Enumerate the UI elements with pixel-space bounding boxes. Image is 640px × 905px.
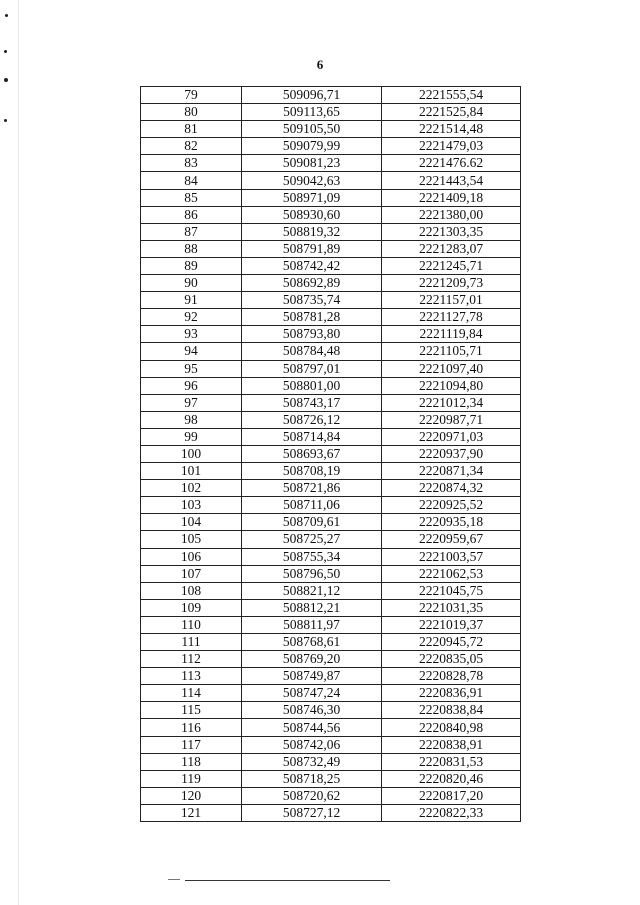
table-row	[141, 275, 521, 292]
point-number-cell: 108	[141, 582, 242, 599]
table-row	[141, 480, 521, 497]
x-coordinate-cell: 508749,87	[242, 668, 382, 685]
table-row	[141, 428, 521, 445]
table-row	[141, 138, 521, 155]
point-number-cell: 116	[141, 719, 242, 736]
point-number-cell: 86	[141, 206, 242, 223]
point-number-cell: 114	[141, 685, 242, 702]
point-number-cell: 94	[141, 343, 242, 360]
point-number-cell: 109	[141, 599, 242, 616]
y-coordinate-cell: 2221380,00	[382, 206, 521, 223]
table-row	[141, 565, 521, 582]
table-row	[141, 548, 521, 565]
point-number-cell: 87	[141, 223, 242, 240]
point-number-cell: 82	[141, 138, 242, 155]
point-number-cell: 97	[141, 394, 242, 411]
point-number-cell: 96	[141, 377, 242, 394]
y-coordinate-cell: 2221012,34	[382, 394, 521, 411]
point-number-cell: 91	[141, 292, 242, 309]
table-row	[141, 343, 521, 360]
footer-dash	[168, 879, 180, 880]
table-row	[141, 787, 521, 804]
table-row	[141, 668, 521, 685]
x-coordinate-cell: 508821,12	[242, 582, 382, 599]
y-coordinate-cell: 2220840,98	[382, 719, 521, 736]
point-number-cell: 119	[141, 770, 242, 787]
point-number-cell: 111	[141, 634, 242, 651]
y-coordinate-cell: 2221525,84	[382, 104, 521, 121]
x-coordinate-cell: 508768,61	[242, 634, 382, 651]
x-coordinate-cell: 508747,24	[242, 685, 382, 702]
table-row	[141, 104, 521, 121]
table-row	[141, 206, 521, 223]
point-number-cell: 112	[141, 651, 242, 668]
coordinates-table-body	[141, 87, 521, 822]
table-row	[141, 514, 521, 531]
x-coordinate-cell: 508801,00	[242, 377, 382, 394]
point-number-cell: 85	[141, 189, 242, 206]
table-row	[141, 582, 521, 599]
x-coordinate-cell: 508718,25	[242, 770, 382, 787]
point-number-cell: 102	[141, 480, 242, 497]
table-row	[141, 257, 521, 274]
point-number-cell: 106	[141, 548, 242, 565]
table-row	[141, 292, 521, 309]
y-coordinate-cell: 2221476.62	[382, 155, 521, 172]
x-coordinate-cell: 508742,06	[242, 736, 382, 753]
y-coordinate-cell: 2221019,37	[382, 616, 521, 633]
table-row	[141, 702, 521, 719]
y-coordinate-cell: 2220935,18	[382, 514, 521, 531]
page-number: 6	[316, 57, 324, 72]
scan-mark	[4, 78, 8, 82]
scan-mark	[4, 119, 7, 122]
table-row	[141, 463, 521, 480]
y-coordinate-cell: 2221245,71	[382, 257, 521, 274]
point-number-cell: 89	[141, 257, 242, 274]
table-row	[141, 651, 521, 668]
point-number-cell: 115	[141, 702, 242, 719]
table-row	[141, 736, 521, 753]
y-coordinate-cell: 2221283,07	[382, 240, 521, 257]
x-coordinate-cell: 508727,12	[242, 804, 382, 821]
table-row	[141, 223, 521, 240]
y-coordinate-cell: 2221443,54	[382, 172, 521, 189]
x-coordinate-cell: 508743,17	[242, 394, 382, 411]
x-coordinate-cell: 508735,74	[242, 292, 382, 309]
y-coordinate-cell: 2221127,78	[382, 309, 521, 326]
table-row	[141, 753, 521, 770]
table-row	[141, 121, 521, 138]
y-coordinate-cell: 2221062,53	[382, 565, 521, 582]
y-coordinate-cell: 2220836,91	[382, 685, 521, 702]
x-coordinate-cell: 509105,50	[242, 121, 382, 138]
table-row	[141, 189, 521, 206]
y-coordinate-cell: 2220838,84	[382, 702, 521, 719]
point-number-cell: 118	[141, 753, 242, 770]
x-coordinate-cell: 508784,48	[242, 343, 382, 360]
point-number-cell: 100	[141, 445, 242, 462]
y-coordinate-cell: 2221097,40	[382, 360, 521, 377]
x-coordinate-cell: 508811,97	[242, 616, 382, 633]
x-coordinate-cell: 508721,86	[242, 480, 382, 497]
table-row	[141, 87, 521, 104]
y-coordinate-cell: 2221157,01	[382, 292, 521, 309]
x-coordinate-cell: 508769,20	[242, 651, 382, 668]
x-coordinate-cell: 508726,12	[242, 411, 382, 428]
y-coordinate-cell: 2220828,78	[382, 668, 521, 685]
x-coordinate-cell: 508742,42	[242, 257, 382, 274]
point-number-cell: 121	[141, 804, 242, 821]
point-number-cell: 117	[141, 736, 242, 753]
x-coordinate-cell: 508720,62	[242, 787, 382, 804]
y-coordinate-cell: 2220871,34	[382, 463, 521, 480]
x-coordinate-cell: 508725,27	[242, 531, 382, 548]
table-row	[141, 155, 521, 172]
x-coordinate-cell: 508812,21	[242, 599, 382, 616]
page-edge-rule	[18, 0, 19, 905]
y-coordinate-cell: 2220987,71	[382, 411, 521, 428]
x-coordinate-cell: 508791,89	[242, 240, 382, 257]
point-number-cell: 80	[141, 104, 242, 121]
x-coordinate-cell: 508714,84	[242, 428, 382, 445]
y-coordinate-cell: 2221209,73	[382, 275, 521, 292]
table-row	[141, 770, 521, 787]
y-coordinate-cell: 2221105,71	[382, 343, 521, 360]
y-coordinate-cell: 2220835,05	[382, 651, 521, 668]
table-row	[141, 804, 521, 821]
x-coordinate-cell: 509113,65	[242, 104, 382, 121]
point-number-cell: 93	[141, 326, 242, 343]
point-number-cell: 90	[141, 275, 242, 292]
y-coordinate-cell: 2220817,20	[382, 787, 521, 804]
x-coordinate-cell: 508796,50	[242, 565, 382, 582]
x-coordinate-cell: 508971,09	[242, 189, 382, 206]
y-coordinate-cell: 2220937,90	[382, 445, 521, 462]
x-coordinate-cell: 508819,32	[242, 223, 382, 240]
y-coordinate-cell: 2221303,35	[382, 223, 521, 240]
point-number-cell: 104	[141, 514, 242, 531]
table-row	[141, 599, 521, 616]
x-coordinate-cell: 509096,71	[242, 87, 382, 104]
y-coordinate-cell: 2221094,80	[382, 377, 521, 394]
point-number-cell: 120	[141, 787, 242, 804]
x-coordinate-cell: 508744,56	[242, 719, 382, 736]
x-coordinate-cell: 508693,67	[242, 445, 382, 462]
point-number-cell: 99	[141, 428, 242, 445]
table-row	[141, 685, 521, 702]
scan-mark	[5, 14, 8, 17]
x-coordinate-cell: 508930,60	[242, 206, 382, 223]
footer-signature-line	[185, 880, 390, 881]
x-coordinate-cell: 509079,99	[242, 138, 382, 155]
y-coordinate-cell: 2221514,48	[382, 121, 521, 138]
y-coordinate-cell: 2220971,03	[382, 428, 521, 445]
y-coordinate-cell: 2221031,35	[382, 599, 521, 616]
table-row	[141, 411, 521, 428]
y-coordinate-cell: 2220945,72	[382, 634, 521, 651]
table-row	[141, 394, 521, 411]
y-coordinate-cell: 2220820,46	[382, 770, 521, 787]
point-number-cell: 103	[141, 497, 242, 514]
table-row	[141, 497, 521, 514]
point-number-cell: 79	[141, 87, 242, 104]
table-row	[141, 634, 521, 651]
y-coordinate-cell: 2221409,18	[382, 189, 521, 206]
y-coordinate-cell: 2221045,75	[382, 582, 521, 599]
point-number-cell: 98	[141, 411, 242, 428]
x-coordinate-cell: 509081,23	[242, 155, 382, 172]
point-number-cell: 95	[141, 360, 242, 377]
point-number-cell: 88	[141, 240, 242, 257]
x-coordinate-cell: 508746,30	[242, 702, 382, 719]
table-row	[141, 445, 521, 462]
table-row	[141, 377, 521, 394]
table-row	[141, 360, 521, 377]
table-row	[141, 616, 521, 633]
y-coordinate-cell: 2220959,67	[382, 531, 521, 548]
y-coordinate-cell: 2220831,53	[382, 753, 521, 770]
table-row	[141, 531, 521, 548]
y-coordinate-cell: 2220874,32	[382, 480, 521, 497]
x-coordinate-cell: 508711,06	[242, 497, 382, 514]
x-coordinate-cell: 508781,28	[242, 309, 382, 326]
x-coordinate-cell: 508709,61	[242, 514, 382, 531]
y-coordinate-cell: 2220838,91	[382, 736, 521, 753]
x-coordinate-cell: 509042,63	[242, 172, 382, 189]
y-coordinate-cell: 2221479,03	[382, 138, 521, 155]
point-number-cell: 92	[141, 309, 242, 326]
point-number-cell: 113	[141, 668, 242, 685]
point-number-cell: 105	[141, 531, 242, 548]
y-coordinate-cell: 2220925,52	[382, 497, 521, 514]
table-row	[141, 240, 521, 257]
point-number-cell: 107	[141, 565, 242, 582]
point-number-cell: 84	[141, 172, 242, 189]
x-coordinate-cell: 508793,80	[242, 326, 382, 343]
y-coordinate-cell: 2221555,54	[382, 87, 521, 104]
y-coordinate-cell: 2221003,57	[382, 548, 521, 565]
point-number-cell: 81	[141, 121, 242, 138]
table-row	[141, 309, 521, 326]
x-coordinate-cell: 508732,49	[242, 753, 382, 770]
point-number-cell: 101	[141, 463, 242, 480]
x-coordinate-cell: 508755,34	[242, 548, 382, 565]
table-row	[141, 172, 521, 189]
coordinates-table	[140, 86, 521, 822]
point-number-cell: 110	[141, 616, 242, 633]
x-coordinate-cell: 508692,89	[242, 275, 382, 292]
y-coordinate-cell: 2221119,84	[382, 326, 521, 343]
x-coordinate-cell: 508797,01	[242, 360, 382, 377]
table-row	[141, 326, 521, 343]
x-coordinate-cell: 508708,19	[242, 463, 382, 480]
table-row	[141, 719, 521, 736]
y-coordinate-cell: 2220822,33	[382, 804, 521, 821]
point-number-cell: 83	[141, 155, 242, 172]
scan-mark	[4, 50, 7, 53]
